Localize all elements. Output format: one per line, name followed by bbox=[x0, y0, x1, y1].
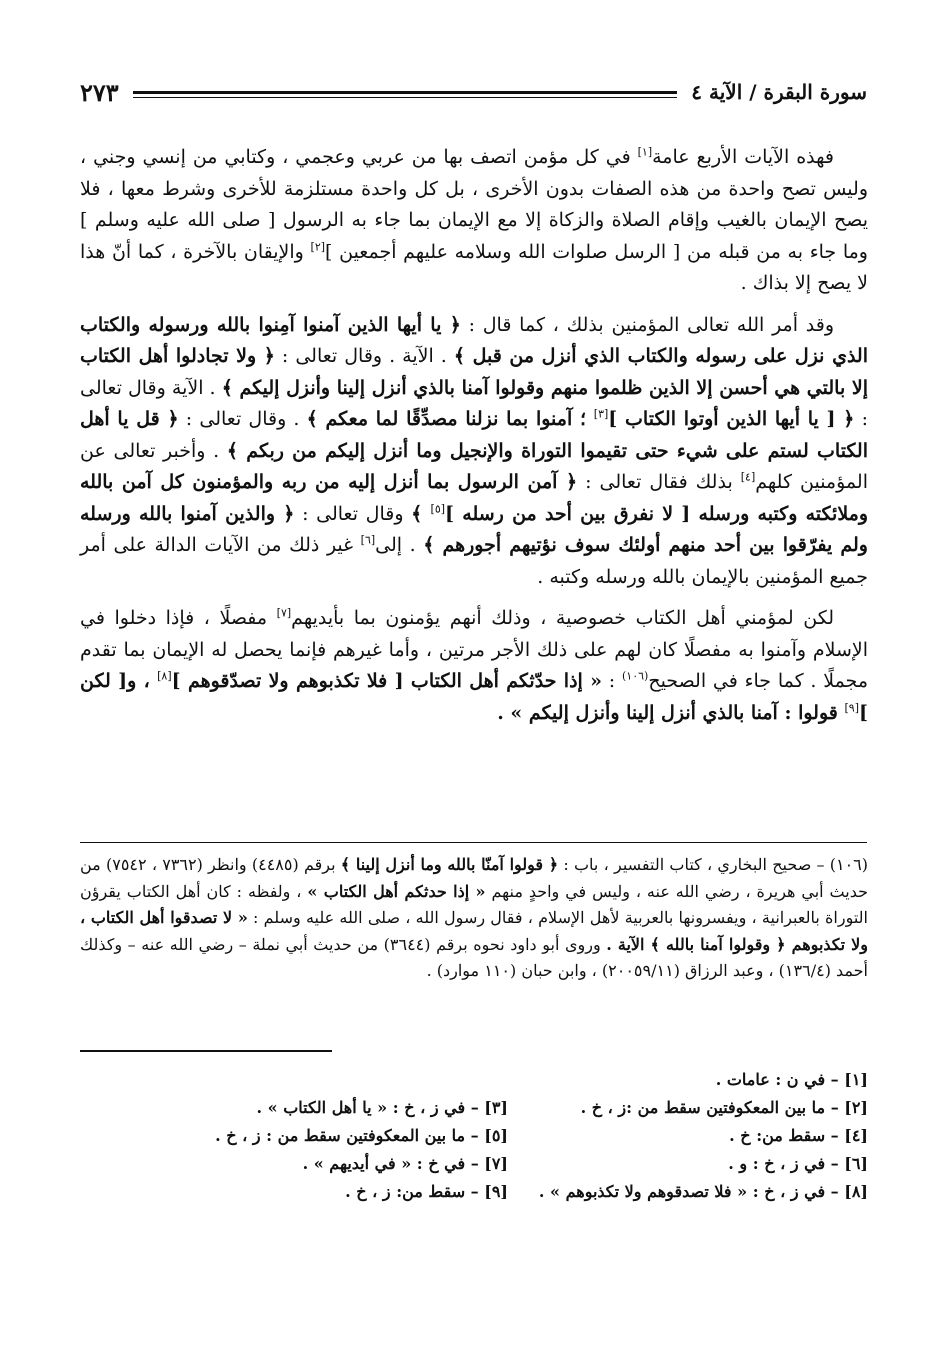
note-item: [٢] – ما بين المعكوفتين سقط من :ز ، خ . bbox=[580, 1098, 868, 1117]
hadith-quote: ، و[ لكن ] bbox=[80, 670, 868, 724]
hadith-quote: « إذا حدثكم أهل الكتاب » bbox=[307, 881, 486, 901]
note-item: [٤] – سقط من: خ . bbox=[729, 1126, 868, 1145]
text-run: وقال تعالى : bbox=[294, 502, 412, 525]
page-number: ٢٧٣ bbox=[80, 77, 119, 107]
page-header bbox=[80, 74, 867, 110]
header-rule bbox=[133, 91, 678, 94]
note-marker: [٤] bbox=[740, 470, 756, 484]
quran-quote: ﴿ ولا تجادلوا أهل الكتاب إلا بالتي هي أحسن إلا الذين ظلموا منهم وقولوا آمنا بالذي أنزل إلينا وأنزل إليكم ﴾ bbox=[80, 345, 869, 399]
note-marker: [٧] bbox=[276, 606, 292, 620]
text-run: مفصلًا ، فإذا دخلوا في الإسلام وآمنوا به مفصلًا كان لهم على ذلك الأجر مرتين ، وأما غيرهم فإنما يحصل له الإيمان بما تقدم مجملًا . كما جاء في الصحيح bbox=[80, 607, 868, 692]
note-marker: [٩] bbox=[844, 701, 859, 715]
hadith-quote: « إذا حدّثكم أهل الكتاب [ فلا تكذبوهم ولا تصدّقوهم ] bbox=[171, 670, 603, 692]
text-run: (١٠٦) – صحيح البخاري ، كتاب التفسير ، باب : bbox=[558, 855, 869, 874]
text-run: ، ولفظه : كان أهل الكتاب يقرؤن التوراة بالعبرانية ، ويفسرونها بالعربية لأهل الإسلام ، فقال رسول الله ، صلى الله عليه وسلم : bbox=[80, 881, 868, 927]
text-run: برقم (٤٤٨٥) وانظر (٧٣٦٢ ، ٧٥٤٢) من حديث أبي هريرة ، رضي الله عنه ، وليس في واحدٍ منهم bbox=[80, 855, 868, 901]
footnote-separator bbox=[80, 842, 867, 843]
note-marker: [٦] bbox=[360, 533, 376, 547]
text-run: غير ذلك من الآيات الدالة على أمر جميع المؤمنين بالإيمان بالله ورسله وكتبه . bbox=[80, 534, 868, 588]
text-run: . الآية وقال تعالى : bbox=[80, 376, 869, 430]
quran-quote: ﴾ bbox=[411, 502, 431, 525]
text-run: فهذه الآيات الأربع عامة bbox=[652, 146, 834, 168]
quran-quote: ﴿ يا أيها الذين آمنوا آمِنوا بالله ورسوله والكتاب الذي نزل على رسوله والكتاب الذي أنزل من قبل ﴾ bbox=[80, 313, 868, 367]
note-item: [٧] – في خ : « في أيديهم » . bbox=[302, 1154, 508, 1173]
text-run: والإيقان بالآخرة ، كما أنّ هذا لا يصح إلا بذاك . bbox=[80, 240, 868, 294]
hadith-quote: قولوا : آمنا بالذي أنزل إلينا وأنزل إليكم » . bbox=[497, 701, 845, 724]
text-run: : bbox=[602, 670, 622, 692]
paragraph-3 bbox=[80, 603, 868, 729]
variant-notes bbox=[80, 1066, 868, 1206]
footnote-106 bbox=[80, 852, 868, 985]
note-item: [٥] – ما بين المعكوفتين سقط من : ز ، خ . bbox=[215, 1126, 508, 1145]
note-item: [٨] – في ز ، خ : « فلا تصدقوهم ولا تكذبوهم » . bbox=[538, 1182, 868, 1201]
quran-quote: ﴿ [ يا أيها الذين أوتوا الكتاب ] bbox=[608, 408, 855, 430]
text-run: . وأخبر تعالى عن المؤمنين كلهم bbox=[80, 439, 868, 493]
note-marker: [١] bbox=[637, 145, 653, 159]
note-item: [٣] – في ز ، خ : « يا أهل الكتاب » . bbox=[256, 1098, 508, 1117]
paragraph-2 bbox=[80, 310, 868, 594]
footnote-marker: (١٠٦) bbox=[621, 669, 649, 683]
text-run: . الآية . وقال تعالى : bbox=[274, 345, 454, 367]
text-run: لكن لمؤمني أهل الكتاب خصوصية ، وذلك أنهم يؤمنون بما بأيديهم bbox=[291, 607, 834, 629]
surah-label: سورة البقرة / الآية ٤ bbox=[691, 80, 867, 104]
text-run: . إلى bbox=[375, 534, 424, 556]
text-run: بذلك فقال تعالى : bbox=[577, 471, 741, 493]
text-run: وقد أمر الله تعالى المؤمنين بذلك ، كما قال : bbox=[460, 313, 834, 336]
note-item: [١] – في ن : عامات . bbox=[715, 1070, 868, 1089]
quran-quote: ؛ آمنوا بما نزلنا مصدِّقًا لما معكم ﴾ bbox=[306, 408, 594, 430]
note-row bbox=[80, 1094, 868, 1122]
footnote-text bbox=[80, 852, 868, 985]
quran-quote: ﴿ والذين آمنوا بالله ورسله ولم يفرّقوا بين أحد منهم أولئك سوف نؤتيهم أجورهم ﴾ bbox=[80, 502, 868, 556]
note-row bbox=[80, 1150, 868, 1178]
hadith-quote: « لا تصدقوا أهل الكتاب ، ولا تكذبوهم ﴿ وقولوا آمنا بالله ﴾ الآية . bbox=[80, 908, 868, 954]
quran-quote: ﴿ آمن الرسول بما أنزل إليه من ربه والمؤمنون كل آمن بالله وملائكته وكتبه ورسله [ لا نفرق بين أحد من رسله ] bbox=[80, 471, 869, 525]
note-marker: [٣] bbox=[593, 407, 609, 421]
note-item: [٩] – سقط من: ز ، خ . bbox=[345, 1182, 508, 1201]
note-marker: [٥] bbox=[430, 502, 446, 516]
notes-separator bbox=[80, 1050, 332, 1052]
main-text bbox=[80, 142, 868, 739]
note-marker: [٢] bbox=[310, 240, 326, 254]
quran-quote: ﴿ قولوا آمنّا بالله وما أنزل إلينا ﴾ bbox=[340, 855, 559, 874]
note-row bbox=[80, 1178, 868, 1206]
text-run: وروى أبو داود نحوه برقم (٣٦٤٤) من حديث أبي نملة – رضي الله عنه – وكذلك أحمد (١٣٦/٤) ، وعبد الرزاق (٢٠٠٥٩/١١) ، وابن حبان (١١٠ موارد) . bbox=[80, 934, 868, 980]
paragraph-1 bbox=[80, 142, 868, 300]
text-run: في كل مؤمن اتصف بها من عربي وعجمي ، وكتابي من إنسي وجني ، وليس تصح واحدة من هذه الصفات بدون الأخرى ، بل كل واحدة مستلزمة للأخرى وشرط معها ، فلا يصح الإيمان بالغيب وإقام الصلاة والزكاة إلا مع الإيمان بما جاء به الرسول [ صلى الله عليه وسلم ] وما جاء به من قبله من [ الرسل صلوات الله وسلامه عليهم أجمعين ] bbox=[80, 146, 868, 263]
note-item: [٦] – في ز ، خ : و . bbox=[728, 1154, 868, 1173]
text-run: . وقال تعالى : bbox=[178, 408, 307, 430]
note-row bbox=[80, 1066, 868, 1094]
note-marker: [٨] bbox=[157, 669, 172, 683]
note-row bbox=[80, 1122, 868, 1150]
quran-quote: ﴿ قل يا أهل الكتاب لستم على شيء حتى تقيموا التوراة والإنجيل وما أنزل إليكم من ربكم ﴾ bbox=[80, 408, 868, 462]
